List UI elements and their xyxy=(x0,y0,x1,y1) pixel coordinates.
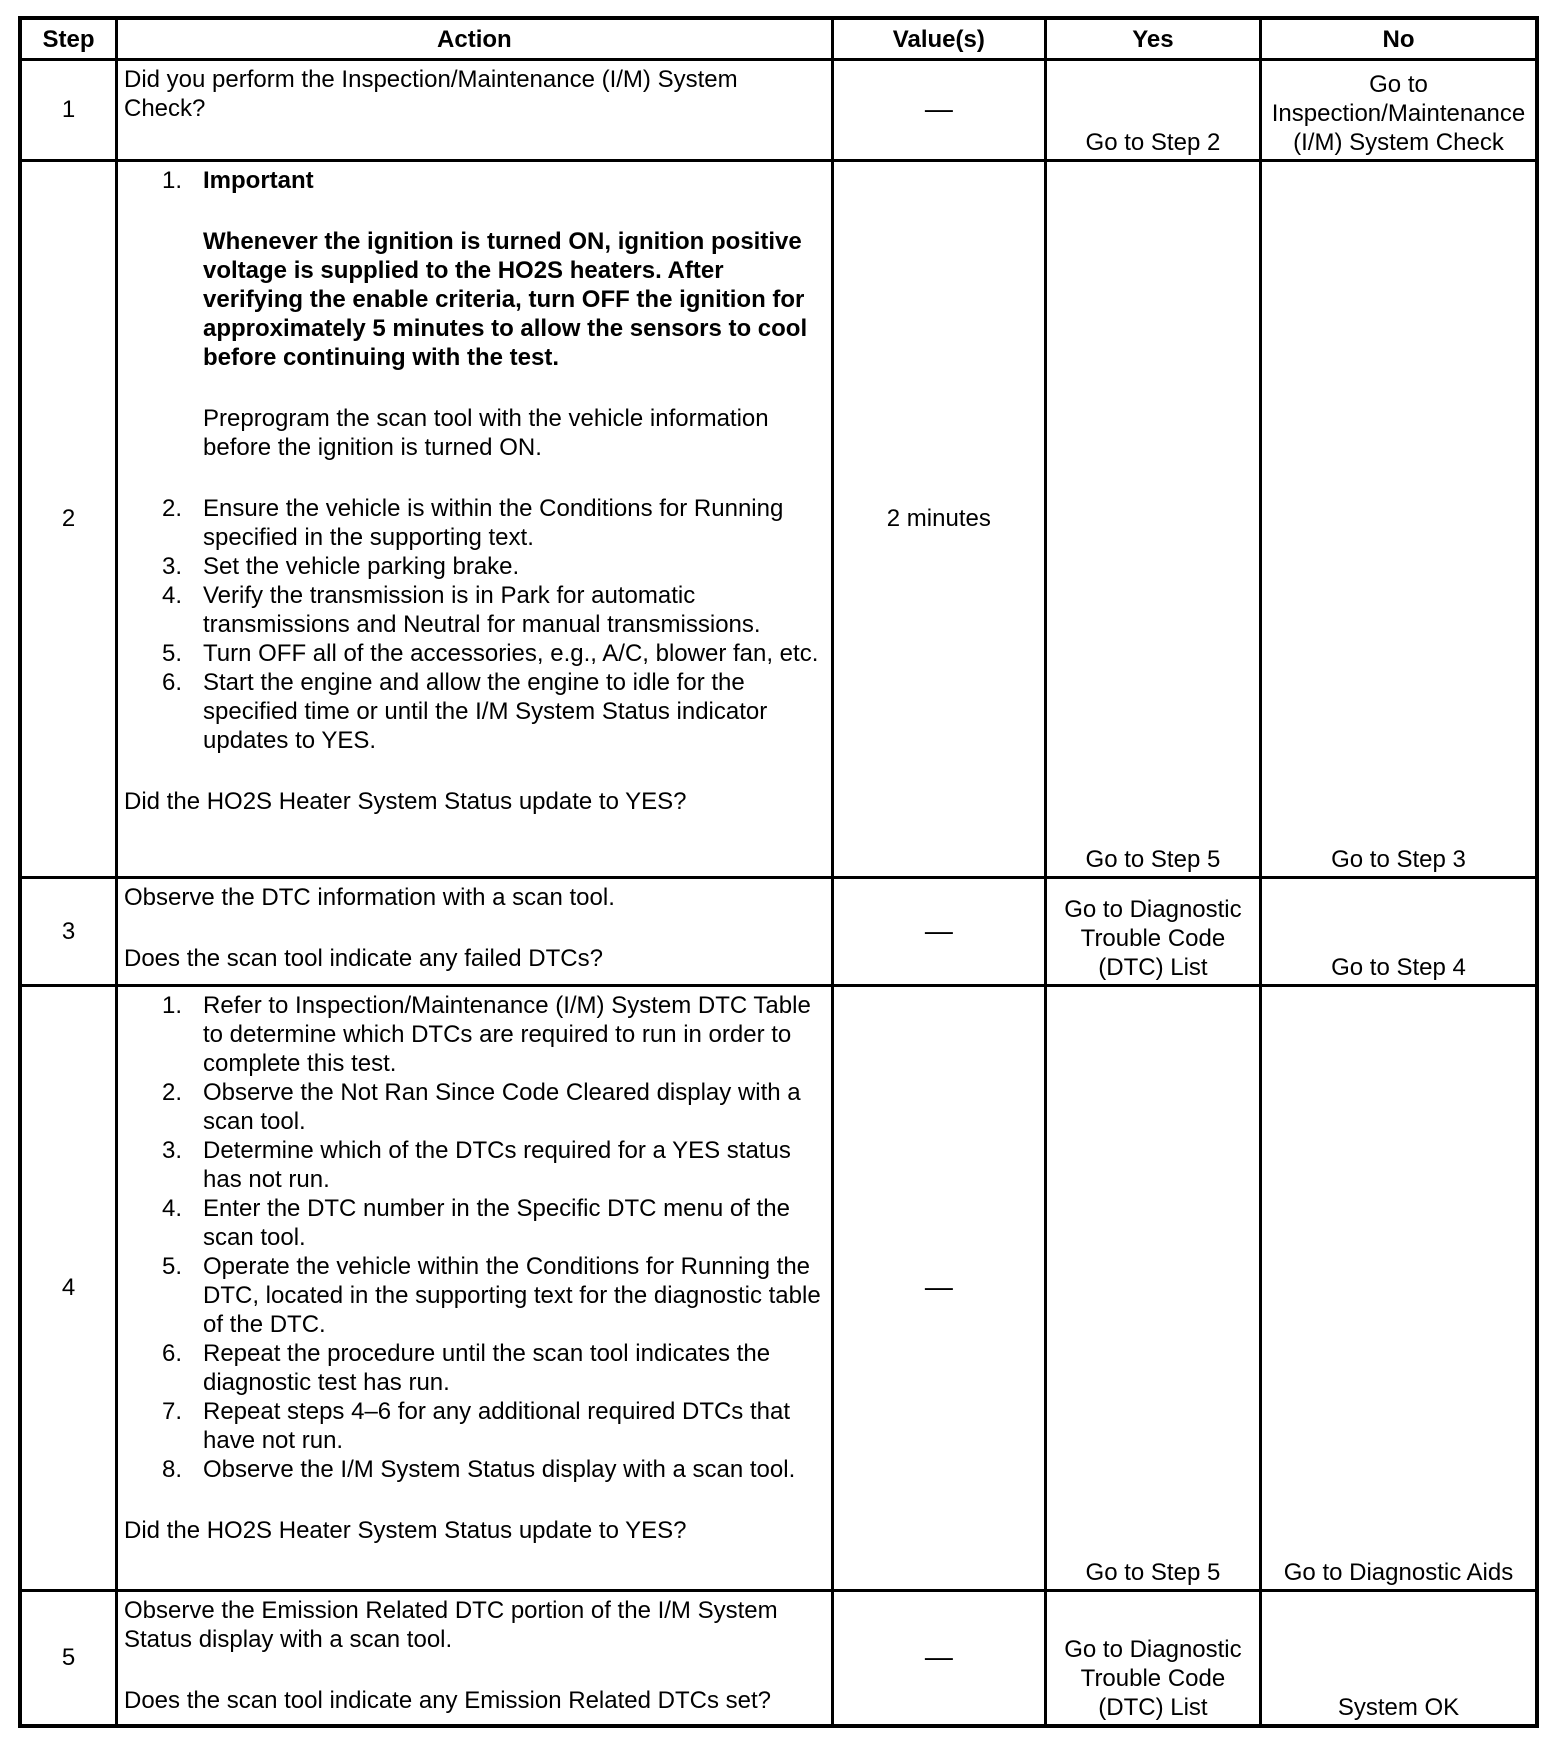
item-text: Verify the transmission is in Park for automatic transmissions and Neutral for manual transmissions. xyxy=(203,581,761,638)
table-row xyxy=(20,986,1537,1590)
value-cell xyxy=(832,986,1045,1590)
step-number: 2 xyxy=(20,160,117,877)
step-number: 4 xyxy=(20,986,117,1590)
yes-cell: Go to Step 5 xyxy=(1045,160,1260,877)
step-number: 3 xyxy=(20,877,117,986)
item-text: Turn OFF all of the accessories, e.g., A/C, blower fan, etc. xyxy=(203,639,819,667)
item-number: 4. xyxy=(161,1195,182,1223)
important-text: Whenever the ignition is turned ON, ignition positive voltage is supplied to the HO2S heaters. After verifying the enable criteria, turn OFF the ignition for approximately 5 minutes to allow the sensors to cool before continuing with the test. xyxy=(203,227,808,371)
item-text: Repeat the procedure until the scan tool indicates the diagnostic test has run. xyxy=(203,1340,771,1397)
question-text: Does the scan tool indicate any Emission Related DTCs set? xyxy=(124,1686,771,1714)
action-cell xyxy=(117,60,833,161)
item-text: Observe the Not Ran Since Code Cleared display with a scan tool. xyxy=(203,1079,801,1136)
item-text: Start the engine and allow the engine to idle for the specified time or until the I/M System Status indicator updates to YES. xyxy=(203,668,768,754)
table-row xyxy=(20,160,1537,877)
item-text: Determine which of the DTCs required for a YES status has not run. xyxy=(203,1137,791,1194)
header-values: Value(s) xyxy=(832,18,1045,60)
question-text: Did the HO2S Heater System Status update to YES? xyxy=(124,1517,687,1545)
item-number: 8. xyxy=(161,1456,182,1484)
item-text: Observe the I/M System Status display with a scan tool. xyxy=(203,1456,796,1484)
no-cell: Go to Diagnostic Aids xyxy=(1261,986,1538,1590)
list-item xyxy=(124,1339,825,1397)
table-row xyxy=(20,1590,1537,1726)
list-item xyxy=(124,1252,825,1339)
value-text: — xyxy=(924,915,953,946)
list-item xyxy=(124,581,825,639)
table-row xyxy=(20,877,1537,986)
procedure-list xyxy=(124,166,825,755)
item-number: 7. xyxy=(161,1398,182,1426)
action-text: Observe the Emission Related DTC portion of the I/M System Status display with a scan tool. xyxy=(124,1596,778,1653)
question-text: Does the scan tool indicate any failed DTCs? xyxy=(124,944,603,972)
item-number: 6. xyxy=(161,668,182,696)
no-cell: Go to Step 4 xyxy=(1261,877,1538,986)
header-step: Step xyxy=(20,18,117,60)
no-cell: System OK xyxy=(1261,1590,1538,1726)
list-item xyxy=(124,1397,825,1455)
value-cell: 2 minutes xyxy=(832,160,1045,877)
action-cell xyxy=(117,986,833,1590)
yes-cell: Go to Diagnostic Trouble Code (DTC) List xyxy=(1045,1590,1260,1726)
list-item xyxy=(124,1455,825,1484)
item-text xyxy=(203,166,825,494)
procedure-list xyxy=(124,991,825,1484)
item-text: Ensure the vehicle is within the Conditions for Running specified in the supporting text. xyxy=(203,494,784,551)
question-text: Did the HO2S Heater System Status update to YES? xyxy=(124,787,687,815)
item-number: 2. xyxy=(161,1079,182,1107)
list-item xyxy=(124,639,825,668)
list-item xyxy=(124,668,825,755)
item-text: Operate the vehicle within the Conditions for Running the DTC, located in the supporting text for the diagnostic table of the DTC. xyxy=(203,1253,821,1339)
item-number: 5. xyxy=(161,1253,182,1281)
value-cell xyxy=(832,877,1045,986)
item-number: 1. xyxy=(161,166,182,194)
yes-cell: Go to Step 5 xyxy=(1045,986,1260,1590)
action-cell xyxy=(117,160,833,877)
action-text: Observe the DTC information with a scan tool. xyxy=(124,883,615,911)
header-yes: Yes xyxy=(1045,18,1260,60)
item-number: 2. xyxy=(161,494,182,522)
item-number: 1. xyxy=(161,992,182,1020)
item-number: 5. xyxy=(161,639,182,667)
header-no: No xyxy=(1261,18,1538,60)
value-text: — xyxy=(924,1271,953,1303)
table-row xyxy=(20,60,1537,161)
step-number: 1 xyxy=(20,60,117,161)
header-action: Action xyxy=(117,18,833,60)
item-text: Refer to Inspection/Maintenance (I/M) System DTC Table to determine which DTCs are required to run in order to complete this test. xyxy=(203,992,811,1078)
header-row xyxy=(20,18,1537,60)
action-cell xyxy=(117,1590,833,1726)
important-label: Important xyxy=(203,166,314,194)
list-item xyxy=(124,166,825,494)
value-text: — xyxy=(924,1641,953,1673)
no-cell: Go to Inspection/Maintenance (I/M) System Check xyxy=(1261,60,1538,161)
value-text: — xyxy=(924,93,953,125)
no-cell: Go to Step 3 xyxy=(1261,160,1538,877)
list-item xyxy=(124,552,825,581)
list-item xyxy=(124,1136,825,1194)
item-text: Enter the DTC number in the Specific DTC menu of the scan tool. xyxy=(203,1195,790,1252)
value-cell xyxy=(832,1590,1045,1726)
list-item xyxy=(124,494,825,552)
diagnostic-table xyxy=(18,16,1539,1728)
yes-cell: Go to Step 2 xyxy=(1045,60,1260,161)
action-text: Did you perform the Inspection/Maintenance (I/M) System Check? xyxy=(124,66,738,122)
item-number: 3. xyxy=(161,552,182,580)
step-number: 5 xyxy=(20,1590,117,1726)
action-cell xyxy=(117,877,833,986)
item-number: 6. xyxy=(161,1340,182,1368)
item-text: Repeat steps 4–6 for any additional required DTCs that have not run. xyxy=(203,1398,791,1455)
yes-cell: Go to Diagnostic Trouble Code (DTC) List xyxy=(1045,877,1260,986)
item-number: 4. xyxy=(161,581,182,609)
value-cell xyxy=(832,60,1045,161)
item-number: 3. xyxy=(161,1137,182,1165)
note-text: Preprogram the scan tool with the vehicle information before the ignition is turned ON. xyxy=(203,404,769,461)
list-item xyxy=(124,1194,825,1252)
list-item xyxy=(124,991,825,1078)
item-text: Set the vehicle parking brake. xyxy=(203,552,520,580)
list-item xyxy=(124,1078,825,1136)
